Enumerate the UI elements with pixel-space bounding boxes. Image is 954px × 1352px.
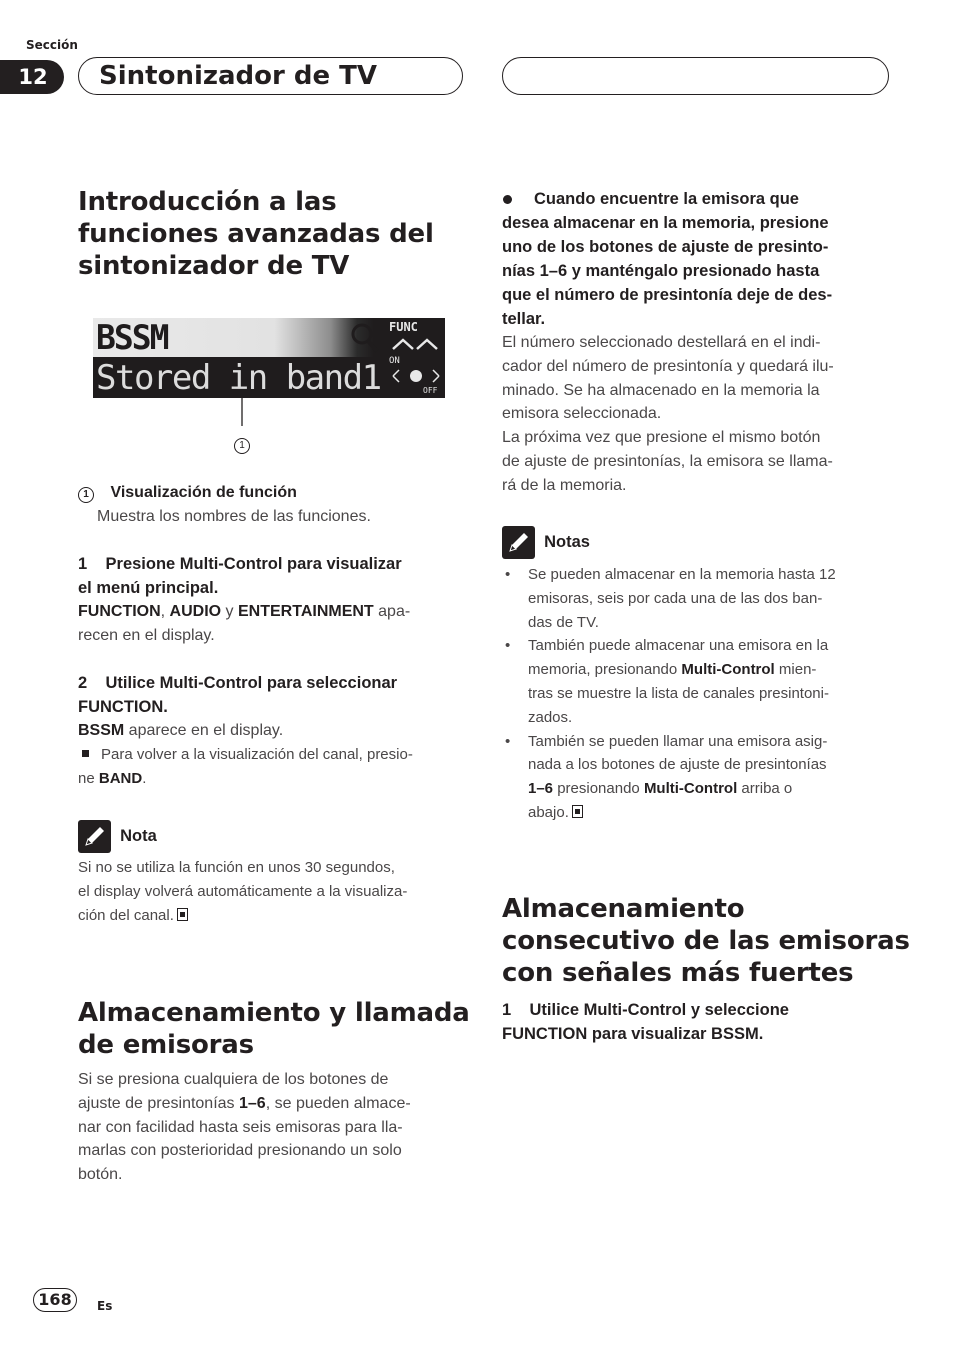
callout-text: Muestra los nombres de las funciones.: [97, 508, 371, 525]
page-number: 168: [33, 1288, 77, 1312]
arrows-icon: [389, 335, 441, 353]
end-mark-icon: [177, 908, 188, 921]
section-title: Sintonizador de TV: [99, 61, 378, 91]
step-2-left: [78, 671, 468, 790]
step-2-title-line1: 2 Utilice Multi-Control para seleccionar: [78, 674, 398, 692]
list-item: • Se pueden almacenar en la memoria hasta 12 emisoras, seis por cada una de las dos ban- das de TV.: [502, 563, 894, 634]
heading-almacenamiento-consecutivo: Almacenamiento consecutivo de las emisoras con señales más fuertes: [502, 894, 910, 988]
section-number-badge: 12: [0, 60, 64, 94]
square-bullet-icon: [82, 750, 89, 757]
bullet-step: Cuando encuentre la emisora que desea almacenar en la memoria, presione uno de los botones de ajuste de presinto- nías 1–6 y manténgalo presionado hasta que el número de presintonía deje de des- tellar. El número seleccionado destellará en el indi- cador del número de presintonía y quedará ilu- minado. Se ha almacenado en la memoria la emisora seleccionada. La próxima vez que presione el mismo botón de ajuste de presintonías, la emisora se llama- rá de la memoria.: [502, 187, 892, 498]
heading-intro: Introducción a las funciones avanzadas del sintonizador de TV: [78, 187, 434, 281]
callout-line: [238, 398, 246, 428]
callout-number: 1: [234, 438, 250, 454]
nota-header: [78, 820, 157, 853]
step-1-title-line2: el menú principal.: [78, 579, 219, 597]
callout-number: 1: [78, 487, 94, 503]
step-2-body: BSSM aparece en el display.: [78, 722, 284, 739]
heading-almacenamiento-llamada: Almacenamiento y llamada de emisoras: [78, 998, 470, 1060]
step-1-right: 1 Utilice Multi-Control y seleccione FUNCTION para visualizar BSSM.: [502, 1001, 789, 1043]
end-mark-icon: [572, 805, 583, 818]
nota-label: Nota: [120, 827, 157, 845]
pencil-note-icon: [78, 820, 111, 853]
notas-label: Notas: [544, 533, 590, 551]
notas-list: [502, 563, 894, 825]
bullet-step-body: El número seleccionado destellará en el indi- cador del número de presintonía y quedará ilu- minado. Se ha almacenado en la memoria la emisora seleccionada. La próxima vez que presione el mismo botón de ajuste de presintonías, la emisora se llama- rá de la memoria.: [502, 334, 834, 494]
lcd-on-label: ON: [389, 356, 400, 366]
header-empty-frame: [502, 57, 889, 95]
pencil-note-icon: [502, 526, 535, 559]
step-2-sub-note: Para volver a la visualización del canal, presio- ne BAND.: [78, 745, 413, 787]
round-bullet-icon: [503, 195, 512, 204]
notas-header: [502, 526, 590, 559]
lcd-status-text: Stored in band1: [96, 358, 381, 398]
nota-text: Si no se utiliza la función en unos 30 segundos, el display volverá automáticamente a la visualiza- ción del canal.: [78, 859, 408, 924]
lcd-off-label: OFF: [423, 386, 438, 395]
lcd-display-illustration: [93, 318, 445, 398]
callout-description: [78, 481, 468, 529]
list-item: • También puede almacenar una emisora en la memoria, presionando Multi-Control mien- tras se muestre la lista de canales presintoni- zados.: [502, 634, 894, 729]
lcd-function-text: BSSM: [96, 318, 168, 358]
list-item: • También se pueden llamar una emisora asig- nada a los botones de ajuste de presintonías 1–6 presionando Multi-Control arriba o abajo.: [502, 730, 894, 825]
multi-control-icon: [391, 366, 441, 386]
step-1-body: FUNCTION, AUDIO y ENTERTAINMENT apa-: [78, 603, 411, 620]
search-icon: [349, 320, 385, 354]
step-2-title-line2: FUNCTION.: [78, 698, 168, 716]
lcd-func-label: FUNC: [389, 320, 418, 334]
step-1-left: 1 Presione Multi-Control para visualizar el menú principal. FUNCTION, AUDIO y ENTERTAINMENT apa- recen en el display.: [78, 552, 468, 648]
paragraph-almacenamiento: Si se presiona cualquiera de los botones de ajuste de presintonías 1–6, se pueden almace- nar con facilidad hasta seis emisoras para lla- marlas con posterioridad presionando un solo botón.: [78, 1071, 411, 1184]
callout-title: Visualización de función: [110, 484, 297, 501]
callout-marker: [234, 433, 250, 454]
language-code: Es: [97, 1299, 113, 1313]
step-1-title-line1: 1 Presione Multi-Control para visualizar: [78, 555, 402, 573]
section-label: Sección: [26, 38, 78, 52]
